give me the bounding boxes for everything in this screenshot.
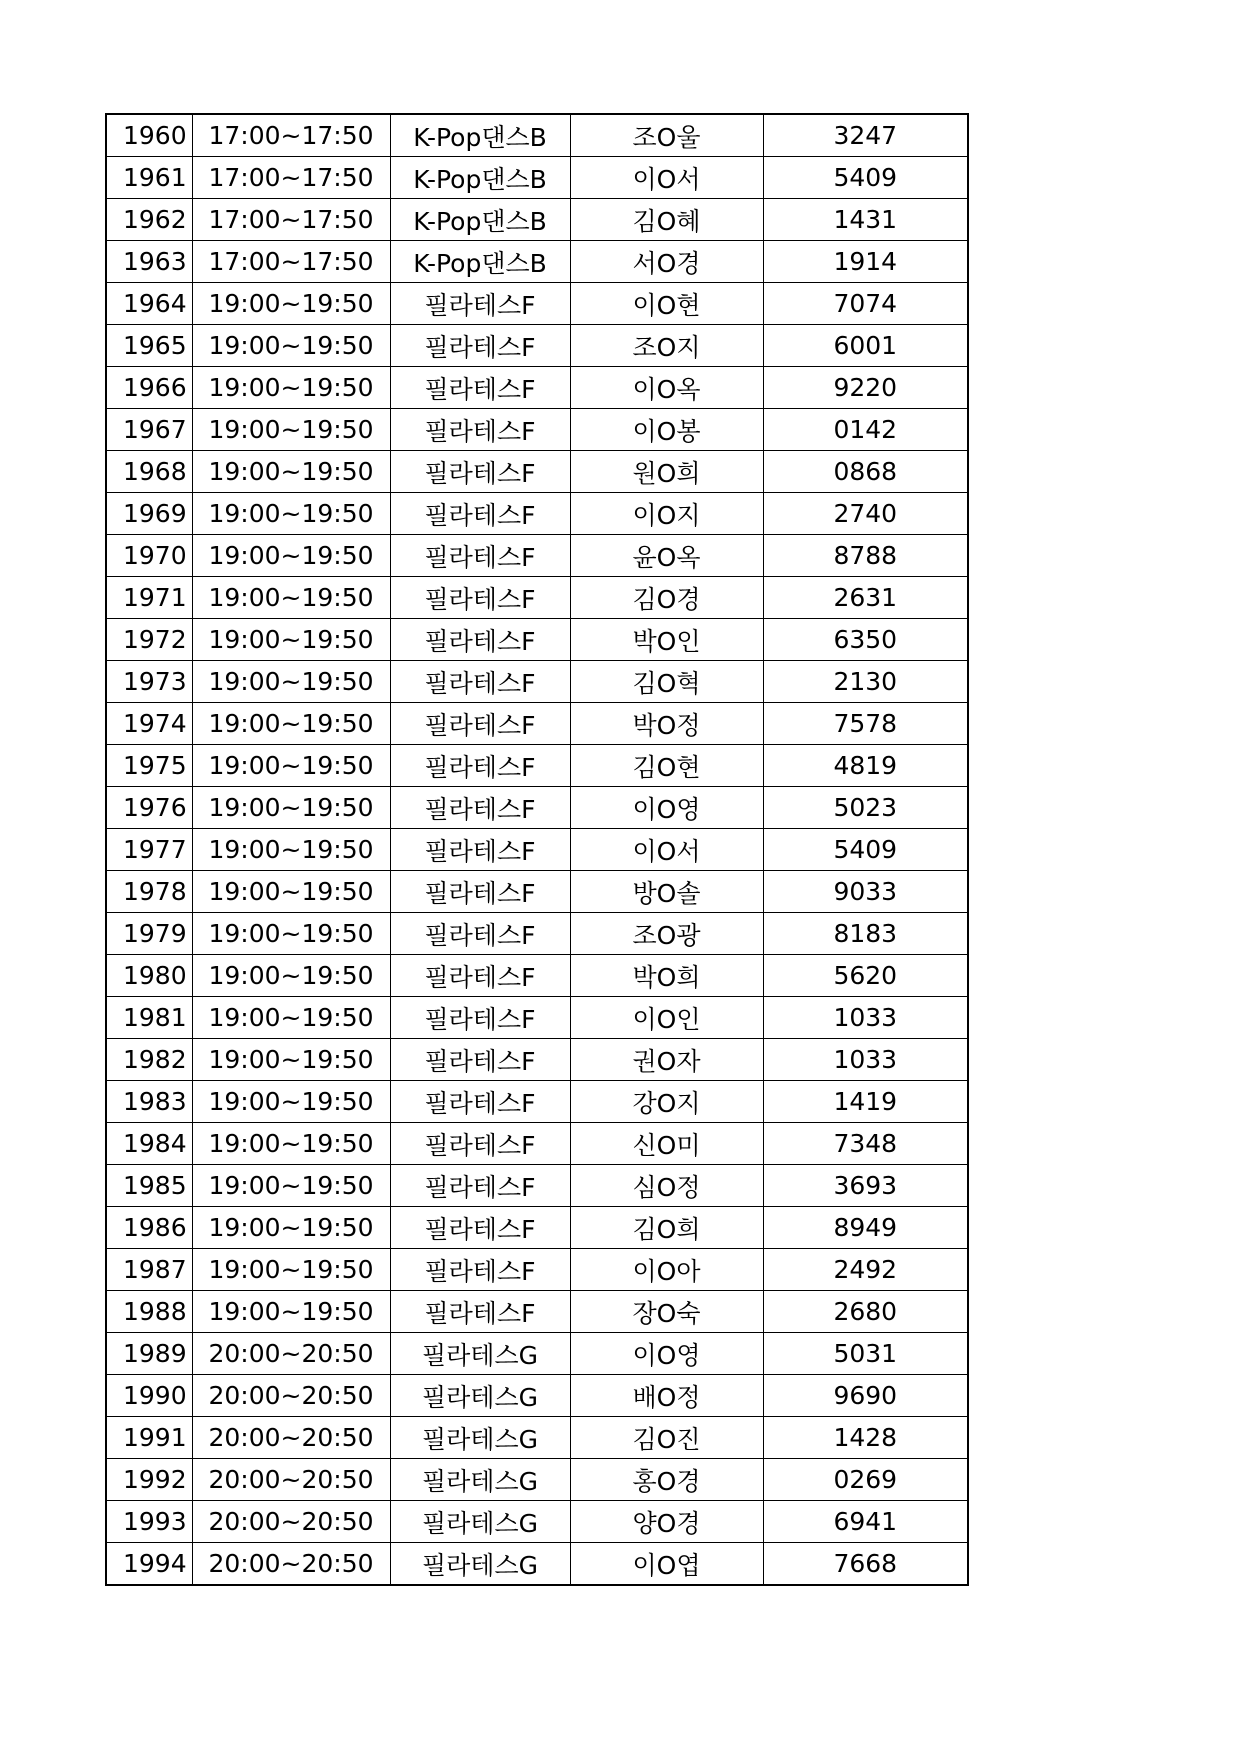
member-code-cell: 1033 (763, 997, 968, 1039)
member-name-cell: 배O정 (570, 1375, 763, 1417)
row-number-cell: 1991 (106, 1417, 192, 1459)
registration-table (105, 113, 969, 1586)
table-row (106, 1459, 968, 1501)
table-row (106, 997, 968, 1039)
member-code-cell: 0269 (763, 1459, 968, 1501)
class-name-cell: 필라테스F (390, 955, 570, 997)
member-name-cell: 김O현 (570, 745, 763, 787)
table-row (106, 409, 968, 451)
member-code-cell: 0868 (763, 451, 968, 493)
member-name-cell: 이O영 (570, 787, 763, 829)
row-number-cell: 1981 (106, 997, 192, 1039)
row-number-cell: 1982 (106, 1039, 192, 1081)
row-number-cell: 1966 (106, 367, 192, 409)
row-number-cell: 1977 (106, 829, 192, 871)
time-slot-cell: 19:00~19:50 (192, 871, 390, 913)
row-number-cell: 1976 (106, 787, 192, 829)
row-number-cell: 1992 (106, 1459, 192, 1501)
table-row (106, 1501, 968, 1543)
time-slot-cell: 19:00~19:50 (192, 1081, 390, 1123)
class-name-cell: 필라테스F (390, 535, 570, 577)
class-name-cell: 필라테스G (390, 1333, 570, 1375)
time-slot-cell: 17:00~17:50 (192, 114, 390, 157)
member-code-cell: 9690 (763, 1375, 968, 1417)
time-slot-cell: 19:00~19:50 (192, 1207, 390, 1249)
member-name-cell: 조O울 (570, 114, 763, 157)
table-row (106, 241, 968, 283)
class-name-cell: 필라테스F (390, 787, 570, 829)
member-code-cell: 2631 (763, 577, 968, 619)
table-row (106, 913, 968, 955)
table-row (106, 829, 968, 871)
row-number-cell: 1961 (106, 157, 192, 199)
table-row (106, 1039, 968, 1081)
class-name-cell: 필라테스F (390, 997, 570, 1039)
table-row (106, 1375, 968, 1417)
row-number-cell: 1979 (106, 913, 192, 955)
class-name-cell: 필라테스F (390, 1123, 570, 1165)
member-name-cell: 김O혁 (570, 661, 763, 703)
member-name-cell: 이O봉 (570, 409, 763, 451)
member-code-cell: 9220 (763, 367, 968, 409)
class-name-cell: 필라테스F (390, 1165, 570, 1207)
table-row (106, 871, 968, 913)
class-name-cell: 필라테스F (390, 619, 570, 661)
class-name-cell: 필라테스G (390, 1543, 570, 1586)
member-name-cell: 이O영 (570, 1333, 763, 1375)
row-number-cell: 1986 (106, 1207, 192, 1249)
class-name-cell: 필라테스F (390, 1207, 570, 1249)
time-slot-cell: 19:00~19:50 (192, 787, 390, 829)
member-code-cell: 5023 (763, 787, 968, 829)
class-name-cell: 필라테스F (390, 1291, 570, 1333)
member-code-cell: 7578 (763, 703, 968, 745)
member-code-cell: 5620 (763, 955, 968, 997)
member-code-cell: 4819 (763, 745, 968, 787)
member-name-cell: 서O경 (570, 241, 763, 283)
time-slot-cell: 20:00~20:50 (192, 1417, 390, 1459)
member-code-cell: 2740 (763, 493, 968, 535)
row-number-cell: 1983 (106, 1081, 192, 1123)
time-slot-cell: 19:00~19:50 (192, 451, 390, 493)
member-name-cell: 김O혜 (570, 199, 763, 241)
member-name-cell: 이O서 (570, 157, 763, 199)
table-row (106, 619, 968, 661)
member-code-cell: 9033 (763, 871, 968, 913)
member-code-cell: 6350 (763, 619, 968, 661)
time-slot-cell: 19:00~19:50 (192, 535, 390, 577)
class-name-cell: 필라테스G (390, 1459, 570, 1501)
member-code-cell: 1431 (763, 199, 968, 241)
member-name-cell: 강O지 (570, 1081, 763, 1123)
row-number-cell: 1990 (106, 1375, 192, 1417)
row-number-cell: 1970 (106, 535, 192, 577)
class-name-cell: 필라테스F (390, 409, 570, 451)
member-code-cell: 7074 (763, 283, 968, 325)
table-row (106, 1081, 968, 1123)
table-row (106, 1333, 968, 1375)
member-name-cell: 양O경 (570, 1501, 763, 1543)
class-name-cell: 필라테스F (390, 367, 570, 409)
time-slot-cell: 19:00~19:50 (192, 325, 390, 367)
class-name-cell: 필라테스F (390, 703, 570, 745)
time-slot-cell: 19:00~19:50 (192, 493, 390, 535)
member-name-cell: 이O옥 (570, 367, 763, 409)
table-row (106, 1207, 968, 1249)
row-number-cell: 1989 (106, 1333, 192, 1375)
row-number-cell: 1974 (106, 703, 192, 745)
class-name-cell: 필라테스G (390, 1501, 570, 1543)
time-slot-cell: 20:00~20:50 (192, 1333, 390, 1375)
member-code-cell: 5031 (763, 1333, 968, 1375)
time-slot-cell: 19:00~19:50 (192, 1123, 390, 1165)
member-code-cell: 8949 (763, 1207, 968, 1249)
time-slot-cell: 17:00~17:50 (192, 241, 390, 283)
member-code-cell: 1419 (763, 1081, 968, 1123)
member-code-cell: 5409 (763, 829, 968, 871)
member-name-cell: 김O희 (570, 1207, 763, 1249)
time-slot-cell: 17:00~17:50 (192, 199, 390, 241)
class-name-cell: 필라테스F (390, 577, 570, 619)
member-name-cell: 이O지 (570, 493, 763, 535)
row-number-cell: 1967 (106, 409, 192, 451)
time-slot-cell: 19:00~19:50 (192, 997, 390, 1039)
time-slot-cell: 19:00~19:50 (192, 1249, 390, 1291)
table-row (106, 325, 968, 367)
class-name-cell: 필라테스F (390, 451, 570, 493)
row-number-cell: 1971 (106, 577, 192, 619)
time-slot-cell: 19:00~19:50 (192, 829, 390, 871)
table-row (106, 703, 968, 745)
table-row (106, 493, 968, 535)
time-slot-cell: 19:00~19:50 (192, 1039, 390, 1081)
member-name-cell: 홍O경 (570, 1459, 763, 1501)
time-slot-cell: 17:00~17:50 (192, 157, 390, 199)
class-name-cell: 필라테스F (390, 325, 570, 367)
class-name-cell: 필라테스G (390, 1417, 570, 1459)
member-name-cell: 이O엽 (570, 1543, 763, 1586)
member-code-cell: 7668 (763, 1543, 968, 1586)
row-number-cell: 1965 (106, 325, 192, 367)
member-name-cell: 이O인 (570, 997, 763, 1039)
time-slot-cell: 19:00~19:50 (192, 283, 390, 325)
row-number-cell: 1993 (106, 1501, 192, 1543)
time-slot-cell: 19:00~19:50 (192, 367, 390, 409)
table-row (106, 1417, 968, 1459)
row-number-cell: 1984 (106, 1123, 192, 1165)
table-row (106, 661, 968, 703)
member-name-cell: 심O정 (570, 1165, 763, 1207)
member-name-cell: 이O서 (570, 829, 763, 871)
row-number-cell: 1987 (106, 1249, 192, 1291)
table-row (106, 745, 968, 787)
row-number-cell: 1972 (106, 619, 192, 661)
member-name-cell: 장O숙 (570, 1291, 763, 1333)
class-name-cell: 필라테스F (390, 1039, 570, 1081)
time-slot-cell: 19:00~19:50 (192, 619, 390, 661)
table-row (106, 787, 968, 829)
table-row (106, 1123, 968, 1165)
class-name-cell: K-Pop댄스B (390, 241, 570, 283)
time-slot-cell: 20:00~20:50 (192, 1501, 390, 1543)
class-name-cell: 필라테스F (390, 871, 570, 913)
row-number-cell: 1994 (106, 1543, 192, 1586)
table-row (106, 1291, 968, 1333)
table-row (106, 535, 968, 577)
member-name-cell: 조O지 (570, 325, 763, 367)
member-code-cell: 5409 (763, 157, 968, 199)
class-name-cell: K-Pop댄스B (390, 114, 570, 157)
class-name-cell: K-Pop댄스B (390, 199, 570, 241)
member-code-cell: 2492 (763, 1249, 968, 1291)
time-slot-cell: 19:00~19:50 (192, 913, 390, 955)
table-row (106, 577, 968, 619)
class-name-cell: 필라테스F (390, 829, 570, 871)
member-name-cell: 이O아 (570, 1249, 763, 1291)
member-name-cell: 원O희 (570, 451, 763, 493)
member-name-cell: 조O광 (570, 913, 763, 955)
row-number-cell: 1960 (106, 114, 192, 157)
class-name-cell: K-Pop댄스B (390, 157, 570, 199)
time-slot-cell: 19:00~19:50 (192, 1165, 390, 1207)
class-name-cell: 필라테스F (390, 913, 570, 955)
table-row (106, 199, 968, 241)
row-number-cell: 1985 (106, 1165, 192, 1207)
row-number-cell: 1963 (106, 241, 192, 283)
table-row (106, 367, 968, 409)
member-code-cell: 0142 (763, 409, 968, 451)
table-row (106, 114, 968, 157)
member-code-cell: 7348 (763, 1123, 968, 1165)
member-name-cell: 이O현 (570, 283, 763, 325)
table-row (106, 1165, 968, 1207)
member-name-cell: 윤O옥 (570, 535, 763, 577)
time-slot-cell: 20:00~20:50 (192, 1543, 390, 1586)
row-number-cell: 1975 (106, 745, 192, 787)
member-code-cell: 1033 (763, 1039, 968, 1081)
member-code-cell: 2680 (763, 1291, 968, 1333)
time-slot-cell: 19:00~19:50 (192, 745, 390, 787)
member-code-cell: 1914 (763, 241, 968, 283)
class-name-cell: 필라테스G (390, 1375, 570, 1417)
table-body (106, 114, 968, 1585)
table-row (106, 283, 968, 325)
row-number-cell: 1964 (106, 283, 192, 325)
class-name-cell: 필라테스F (390, 1249, 570, 1291)
row-number-cell: 1969 (106, 493, 192, 535)
row-number-cell: 1968 (106, 451, 192, 493)
class-name-cell: 필라테스F (390, 745, 570, 787)
member-name-cell: 방O솔 (570, 871, 763, 913)
time-slot-cell: 19:00~19:50 (192, 577, 390, 619)
member-name-cell: 박O정 (570, 703, 763, 745)
member-code-cell: 3693 (763, 1165, 968, 1207)
member-name-cell: 김O진 (570, 1417, 763, 1459)
row-number-cell: 1973 (106, 661, 192, 703)
time-slot-cell: 19:00~19:50 (192, 661, 390, 703)
row-number-cell: 1980 (106, 955, 192, 997)
time-slot-cell: 19:00~19:50 (192, 1291, 390, 1333)
member-name-cell: 신O미 (570, 1123, 763, 1165)
member-code-cell: 6001 (763, 325, 968, 367)
member-code-cell: 2130 (763, 661, 968, 703)
time-slot-cell: 19:00~19:50 (192, 409, 390, 451)
member-code-cell: 1428 (763, 1417, 968, 1459)
class-name-cell: 필라테스F (390, 661, 570, 703)
member-code-cell: 3247 (763, 114, 968, 157)
table-row (106, 1249, 968, 1291)
member-code-cell: 8183 (763, 913, 968, 955)
time-slot-cell: 19:00~19:50 (192, 703, 390, 745)
member-name-cell: 권O자 (570, 1039, 763, 1081)
table-row (106, 157, 968, 199)
table-row (106, 451, 968, 493)
time-slot-cell: 20:00~20:50 (192, 1375, 390, 1417)
class-name-cell: 필라테스F (390, 493, 570, 535)
row-number-cell: 1962 (106, 199, 192, 241)
row-number-cell: 1978 (106, 871, 192, 913)
table-row (106, 1543, 968, 1586)
time-slot-cell: 19:00~19:50 (192, 955, 390, 997)
table-row (106, 955, 968, 997)
member-code-cell: 8788 (763, 535, 968, 577)
member-name-cell: 김O경 (570, 577, 763, 619)
member-code-cell: 6941 (763, 1501, 968, 1543)
class-name-cell: 필라테스F (390, 283, 570, 325)
member-name-cell: 박O인 (570, 619, 763, 661)
row-number-cell: 1988 (106, 1291, 192, 1333)
time-slot-cell: 20:00~20:50 (192, 1459, 390, 1501)
member-name-cell: 박O희 (570, 955, 763, 997)
class-name-cell: 필라테스F (390, 1081, 570, 1123)
